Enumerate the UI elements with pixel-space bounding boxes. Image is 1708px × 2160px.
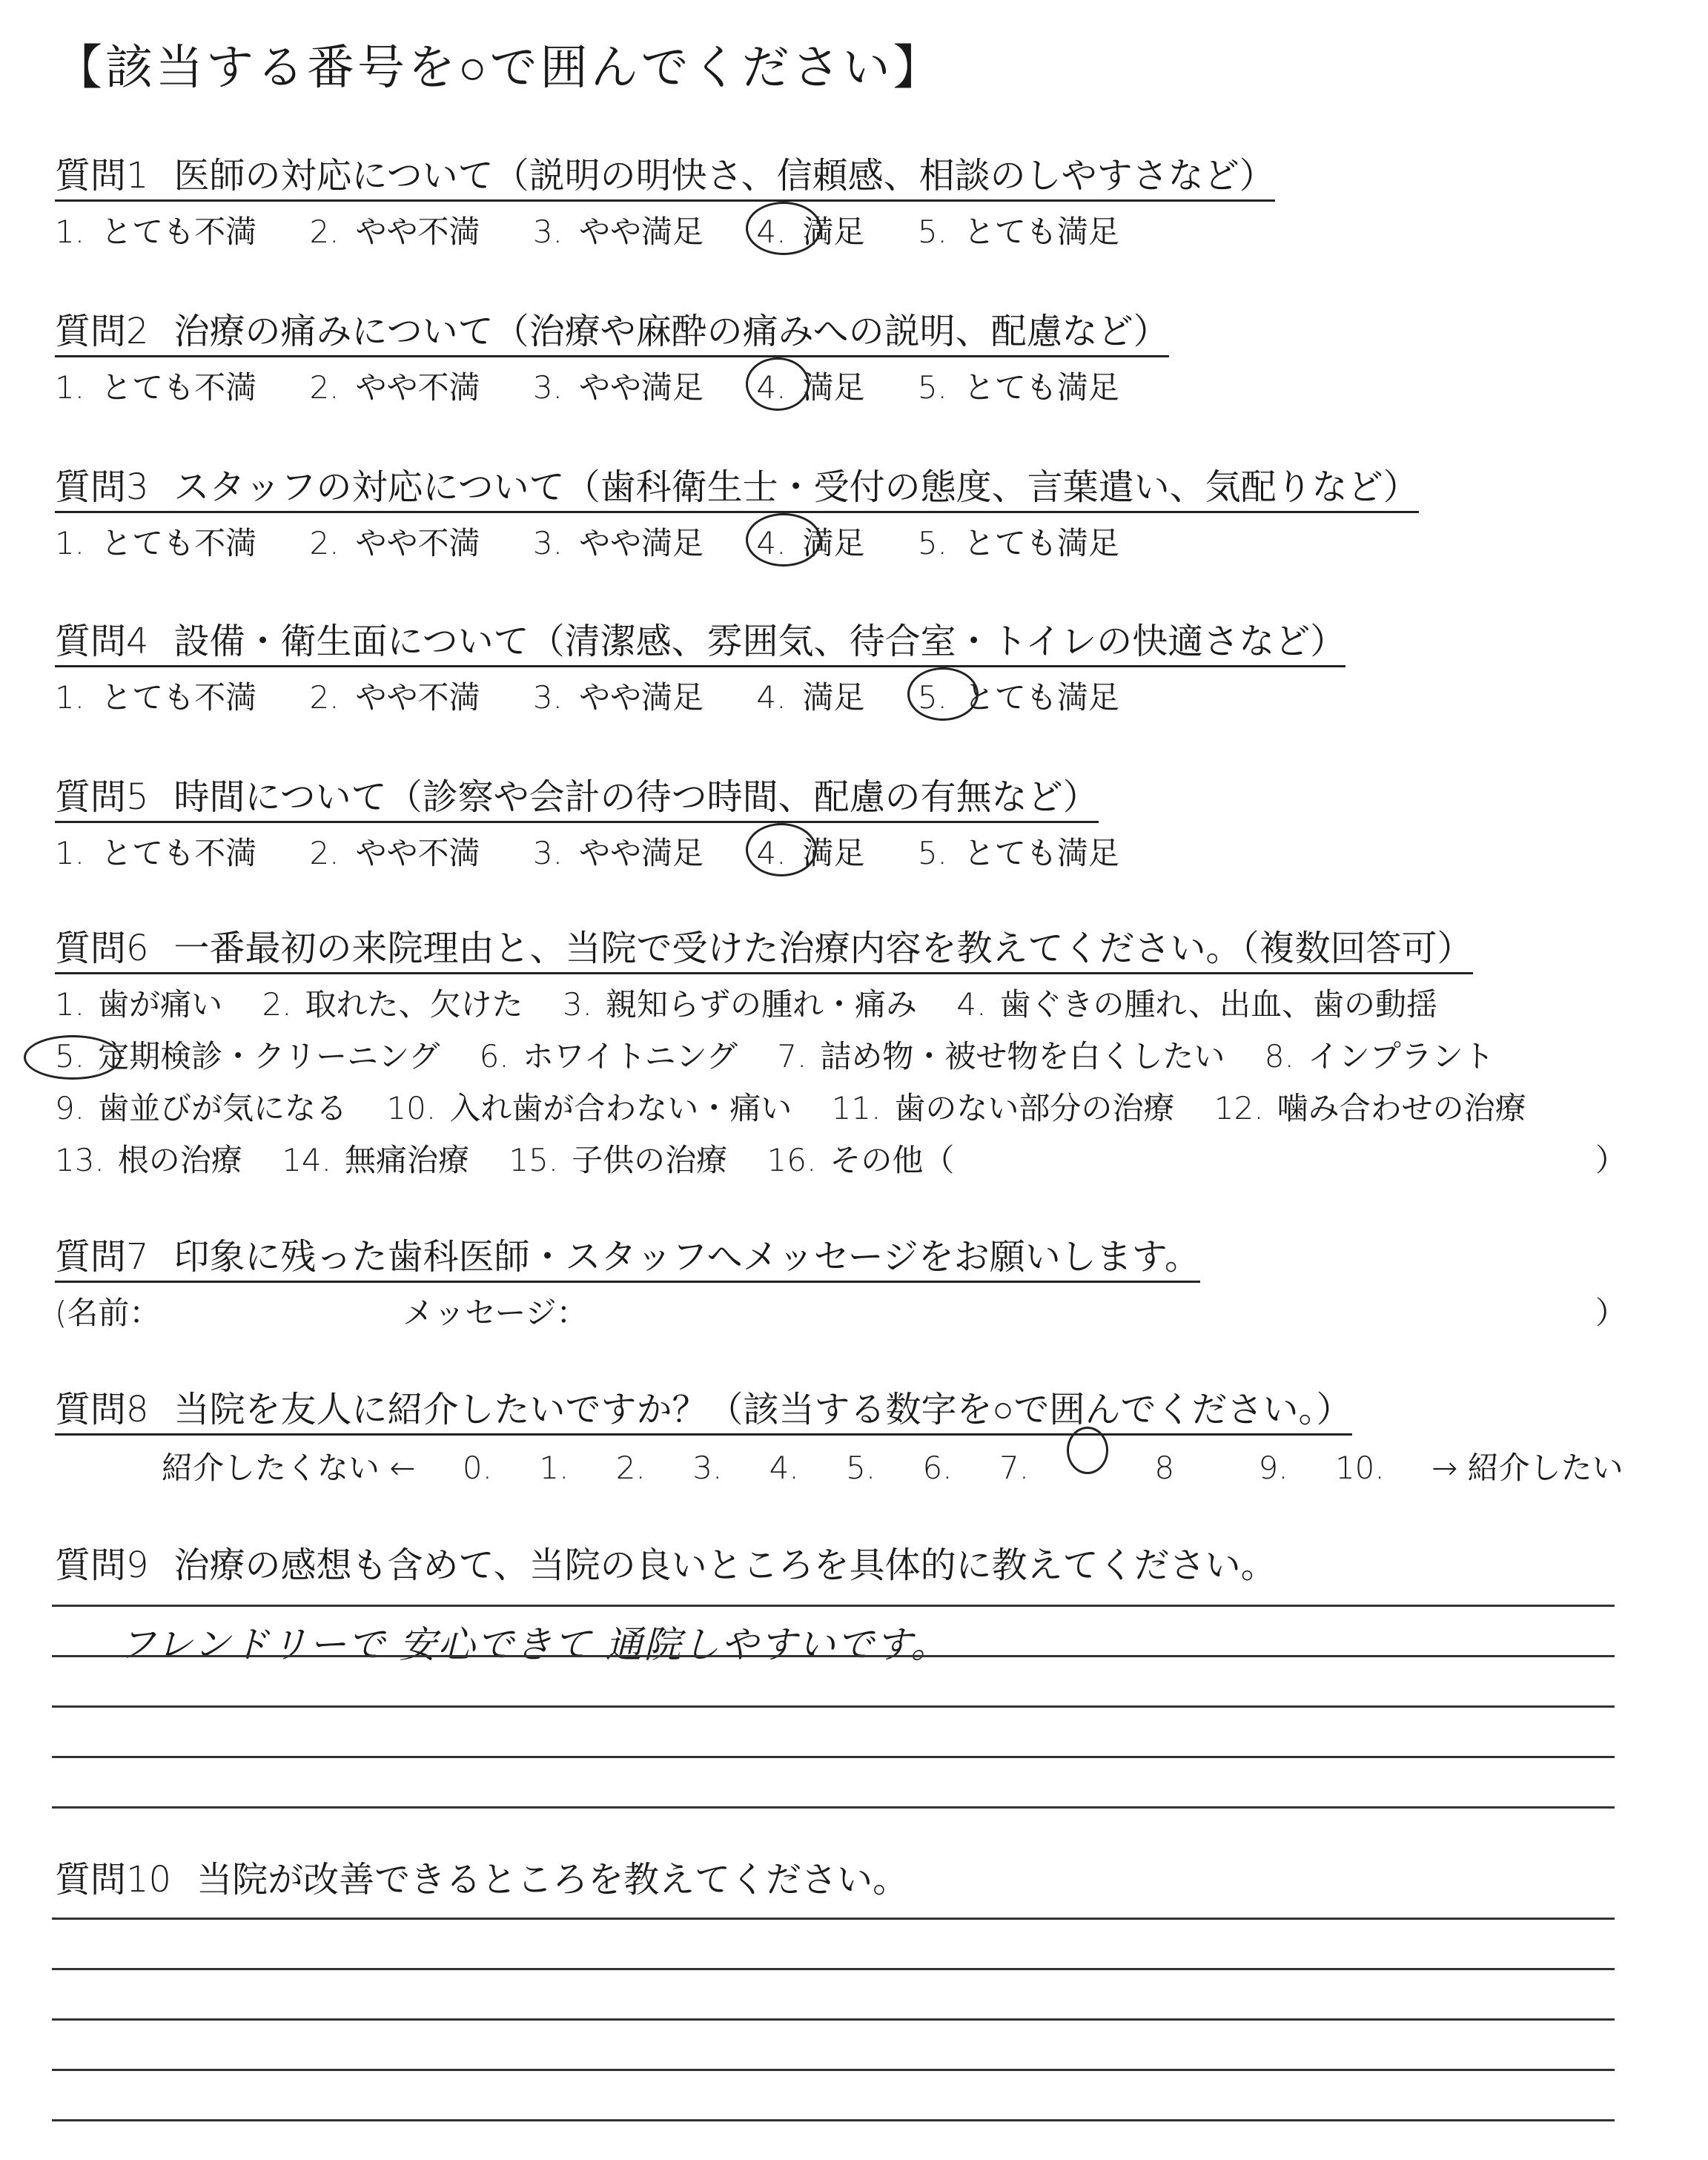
- option-2[interactable]: 2. やや不満: [309, 214, 480, 250]
- question-text: 設備・衛生面について（清潔感、雰囲気、待合室・トイレの快適さなど）: [173, 621, 1346, 662]
- option-2[interactable]: 2. やや不満: [309, 679, 480, 716]
- option-2[interactable]: 2. やや不満: [309, 369, 480, 406]
- option-4[interactable]: 4. 歯ぐきの腫れ、出血、歯の動揺: [956, 986, 1437, 1023]
- options-row: [55, 979, 1626, 1031]
- option-5-selected[interactable]: 5. とても満足: [918, 673, 1119, 718]
- scale-6[interactable]: 6.: [922, 1450, 953, 1486]
- question-text: 治療の感想も含めて、当院の良いところを具体的に教えてください。: [173, 1545, 1277, 1586]
- option-8[interactable]: 8. インプラント: [1264, 1038, 1494, 1074]
- option-1[interactable]: 1. とても不満: [55, 369, 257, 406]
- question-8-heading: [55, 1381, 1352, 1436]
- option-2[interactable]: 2. やや不満: [309, 835, 480, 871]
- option-5[interactable]: 5. とても満足: [917, 214, 1119, 250]
- question-number: 質問5: [55, 776, 149, 818]
- question-9: [55, 1536, 1277, 1589]
- scale-1[interactable]: 1.: [539, 1450, 569, 1486]
- option-3[interactable]: 3. やや満足: [532, 369, 704, 406]
- question-2-heading: [55, 303, 1169, 357]
- question-text: 一番最初の来院理由と、当院で受けた治療内容を教えてください。（複数回答可）: [173, 928, 1473, 969]
- question-number: 質問3: [55, 466, 149, 508]
- question-7: [55, 1228, 1626, 1333]
- option-3[interactable]: 3. 親知らずの腫れ・痛み: [562, 986, 917, 1023]
- scale-3[interactable]: 3.: [692, 1450, 723, 1486]
- option-7[interactable]: 7. 詰め物・被せ物を白くしたい: [777, 1038, 1225, 1074]
- answer-line[interactable]: [52, 1705, 1615, 1708]
- handwritten-answer: フレンドリーで 安心できて 通院しやすいです。: [119, 1623, 950, 1666]
- question-number: 質問7: [55, 1236, 149, 1278]
- rating-options: [55, 829, 1162, 873]
- scale-5[interactable]: 5.: [846, 1450, 876, 1486]
- selection-circle: [746, 202, 821, 255]
- message-close-paren: ）: [1595, 1295, 1626, 1331]
- question-number: 質問4: [55, 621, 149, 662]
- scale-10[interactable]: 10.: [1334, 1450, 1385, 1486]
- option-5[interactable]: 5. とても満足: [917, 525, 1119, 561]
- question-6: [55, 919, 1626, 1186]
- option-4-selected[interactable]: 4. 満足: [756, 208, 864, 252]
- rating-options: [55, 363, 1169, 408]
- question-9-heading: [55, 1536, 1277, 1589]
- question-text: 医師の対応について（説明の明快さ、信頼感、相談のしやすさなど）: [173, 155, 1275, 196]
- message-label: メッセージ：: [403, 1295, 588, 1331]
- option-4[interactable]: 4. 満足: [756, 679, 865, 716]
- treatment-options: [55, 979, 1626, 1186]
- answer-line[interactable]: [52, 1968, 1615, 1970]
- recommend-scale: [162, 1431, 1661, 1488]
- question-4: [55, 612, 1345, 718]
- page-title: 【該当する番号を○で囲んでください】: [55, 41, 944, 96]
- option-6[interactable]: 6. ホワイトニング: [479, 1038, 738, 1074]
- answer-line[interactable]: [52, 1918, 1615, 1920]
- question-4-heading: [55, 612, 1345, 667]
- question-3-heading: [55, 458, 1419, 513]
- option-1[interactable]: 1. 歯が痛い: [55, 986, 223, 1023]
- question-5: [55, 768, 1162, 873]
- option-5[interactable]: 5. とても満足: [917, 369, 1119, 406]
- option-16-other[interactable]: 16. その他（: [767, 1142, 955, 1178]
- option-1[interactable]: 1. とても不満: [55, 525, 257, 561]
- answer-line[interactable]: [52, 1756, 1615, 1758]
- name-label: (名前：: [55, 1295, 161, 1331]
- answer-line: [52, 1605, 1615, 1607]
- question-number: 質問8: [55, 1389, 149, 1430]
- option-4-selected[interactable]: 4. 満足: [756, 519, 864, 564]
- option-2[interactable]: 2. 取れた、欠けた: [262, 986, 523, 1023]
- option-15[interactable]: 15. 子供の治療: [509, 1142, 728, 1178]
- question-8: [55, 1381, 1352, 1436]
- option-2[interactable]: 2. やや不満: [309, 525, 480, 561]
- selection-circle: [746, 823, 817, 876]
- selection-circle: [746, 513, 821, 567]
- options-row: [55, 1031, 1626, 1083]
- question-text: 印象に残った歯科医師・スタッフへメッセージをお願いします。: [173, 1236, 1200, 1278]
- rating-options: [55, 519, 1419, 564]
- selection-circle: [1067, 1427, 1108, 1474]
- scale-2[interactable]: 2.: [615, 1450, 646, 1486]
- question-2: [55, 303, 1169, 408]
- question-5-heading: [55, 768, 1099, 823]
- selection-circle: [907, 667, 979, 721]
- question-10: [55, 1851, 908, 1903]
- question-3: [55, 458, 1419, 564]
- rating-options: [55, 673, 1345, 718]
- question-1-heading: [55, 147, 1275, 202]
- option-12[interactable]: 12. 噛み合わせの治療: [1214, 1090, 1526, 1126]
- question-number: 質問2: [55, 311, 149, 352]
- option-3[interactable]: 3. やや満足: [532, 525, 704, 561]
- option-14[interactable]: 14. 無痛治療: [282, 1142, 469, 1178]
- question-number: 質問1: [55, 155, 149, 196]
- option-1[interactable]: 1. とても不満: [55, 679, 257, 716]
- selection-circle: [24, 1035, 122, 1080]
- question-number: 質問6: [55, 928, 149, 969]
- option-1[interactable]: 1. とても不満: [55, 214, 257, 250]
- option-11[interactable]: 11. 歯のない部分の治療: [831, 1090, 1175, 1126]
- question-text: スタッフの対応について（歯科衛生士・受付の態度、言葉遣い、気配りなど）: [173, 466, 1419, 508]
- question-6-heading: [55, 919, 1473, 974]
- options-row: [55, 1135, 1626, 1186]
- question-10-heading: [55, 1851, 908, 1903]
- question-text: 当院が改善できるところを教えてください。: [196, 1859, 909, 1900]
- options-row: [55, 1083, 1626, 1135]
- scale-right-label: → 紹介したい: [1431, 1450, 1623, 1486]
- question-text: 当院を友人に紹介したいですか？（該当する数字を○で囲んでください。）: [173, 1389, 1352, 1430]
- option-5[interactable]: 5. とても満足: [917, 835, 1119, 871]
- message-fields: [55, 1289, 1626, 1333]
- answer-line[interactable]: [52, 2069, 1615, 2071]
- question-7-heading: [55, 1228, 1200, 1283]
- option-5-selected[interactable]: 5. 定期検診・クリーニング: [55, 1031, 440, 1083]
- option-3[interactable]: 3. やや満足: [532, 835, 704, 871]
- rating-options: [55, 208, 1275, 252]
- option-4-selected[interactable]: 4. 満足: [756, 829, 864, 873]
- answer-line[interactable]: [52, 2119, 1615, 2121]
- question-1: [55, 147, 1275, 252]
- option-1[interactable]: 1. とても不満: [55, 835, 257, 871]
- answer-line[interactable]: [52, 1806, 1615, 1809]
- selection-circle: [746, 357, 810, 411]
- answer-line[interactable]: [52, 1655, 1615, 1657]
- question-number: 質問10: [55, 1859, 172, 1900]
- option-3[interactable]: 3. やや満足: [532, 214, 704, 250]
- scale-8-selected[interactable]: 8: [1076, 1431, 1211, 1486]
- option-9[interactable]: 9. 歯並びが気になる: [55, 1090, 348, 1126]
- option-4-selected[interactable]: 4. 満足: [756, 363, 864, 408]
- option-3[interactable]: 3. やや満足: [532, 679, 704, 716]
- scale-4[interactable]: 4.: [769, 1450, 799, 1486]
- option-13[interactable]: 13. 根の治療: [55, 1142, 242, 1178]
- option-10[interactable]: 10. 入れ歯が合わない・痛い: [386, 1090, 792, 1126]
- question-text: 時間について（診察や会計の待つ時間、配慮の有無など）: [173, 776, 1099, 818]
- other-close-paren: ）: [1595, 1142, 1626, 1178]
- scale-0[interactable]: 0.: [462, 1450, 492, 1486]
- scale-left-label: 紹介したくない ←: [162, 1450, 416, 1486]
- scale-9[interactable]: 9.: [1258, 1450, 1288, 1486]
- question-text: 治療の痛みについて（治療や麻酔の痛みへの説明、配慮など）: [173, 311, 1169, 352]
- scale-7[interactable]: 7.: [999, 1450, 1030, 1486]
- question-number: 質問9: [55, 1545, 149, 1586]
- answer-line[interactable]: [52, 2018, 1615, 2021]
